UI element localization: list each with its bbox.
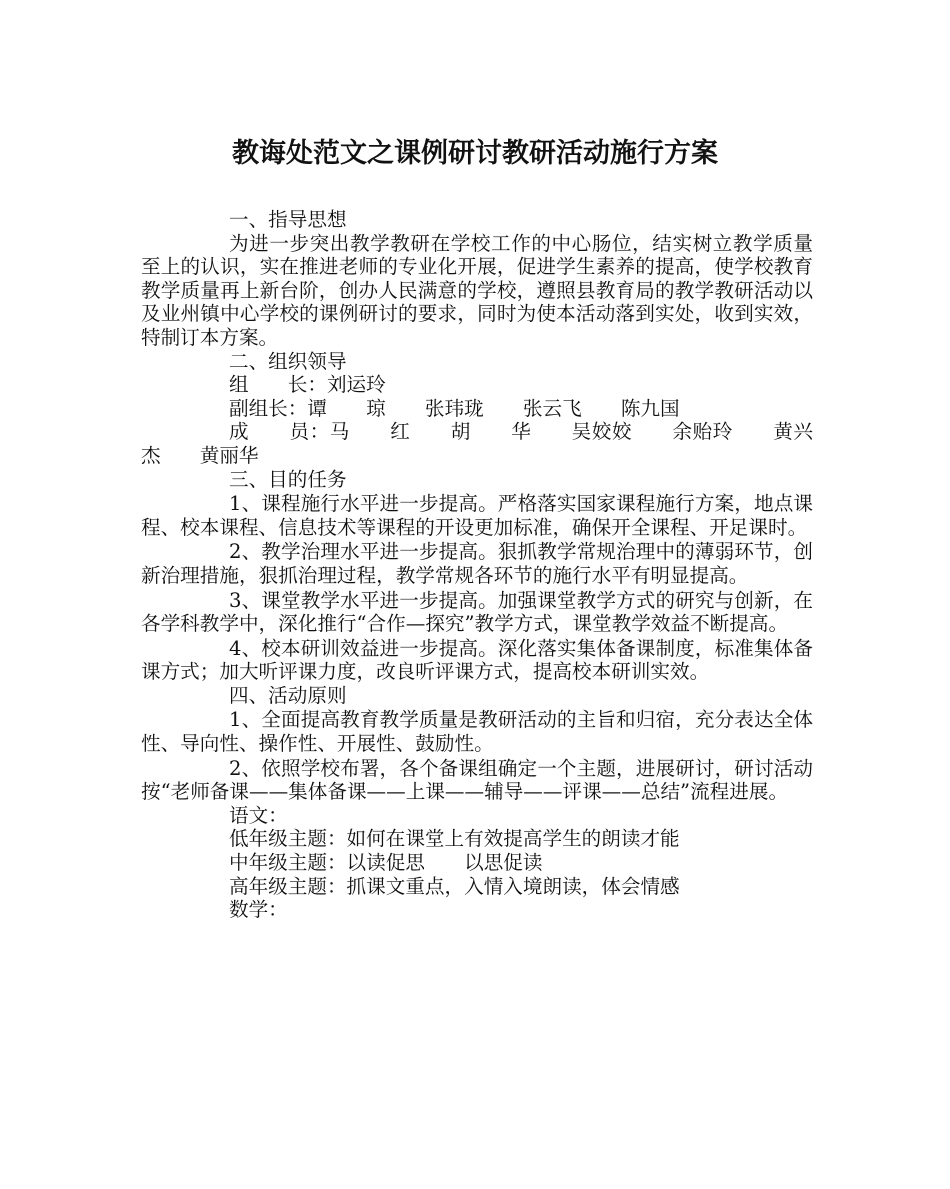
leader-line: 组 长：刘运玲 — [229, 373, 386, 397]
subject-chinese-label: 语文： — [229, 803, 288, 827]
section-heading-guiding-thought: 一、指导思想 — [229, 208, 347, 231]
goal-item-1: 1、课程施行水平进一步提高。严格落实国家课程施行方案，地点课程、校本课程、信息技术等课程的开设更加标准，确保开全课程、开足课时。 — [141, 492, 813, 539]
chinese-high-grade-topic: 高年级主题：抓课文重点，入情入境朗读，体会情感 — [229, 874, 680, 898]
members-line: 成 员：马 红 胡 华 吴姣姣 余贻玲 黄兴杰 黄丽华 — [141, 420, 813, 467]
goal-item-2: 2、教学治理水平进一步提高。狠抓教学常规治理中的薄弱环节，创新治理措施，狠抓治理过程，教学常规各环节的施行水平有明显提高。 — [141, 540, 813, 587]
principle-item-2: 2、依照学校布署，各个备课组确定一个主题，进展研讨，研讨活动按“老师备课——集体备课——上课——辅导——评课——总结”流程进展。 — [141, 756, 813, 804]
subject-math-label: 数学： — [229, 898, 288, 922]
section-heading-goals: 三、目的任务 — [229, 467, 347, 491]
goal-item-4: 4、校本研训效益进一步提高。深化落实集体备课制度，标准集体备课方式；加大听评课力度，改良听评课方式，提高校本研训实效。 — [141, 636, 813, 684]
chinese-mid-grade-topic: 中年级主题：以读促思 以思促读 — [229, 851, 543, 875]
section-heading-organization: 二、组织领导 — [229, 349, 347, 373]
chinese-low-grade-topic: 低年级主题：如何在课堂上有效提高学生的朗读才能 — [229, 827, 680, 851]
paragraph-guiding-thought: 为进一步突出教学教研在学校工作的中心肠位，结实树立教学质量至上的认识，实在推进老师的专业化开展，促进学生素养的提高，使学校教育教学质量再上新台阶，创办人民满意的学校，遵照县教育局的教学教研活动以及业州镇中心学校的课例研讨的要求，同时为使本活动落到实处，收到实效，特制订本方案。 — [141, 231, 813, 349]
deputy-leader-line: 副组长：谭 琼 张玮珑 张云飞 陈九国 — [229, 396, 680, 420]
document-body — [141, 208, 813, 922]
principle-item-1: 1、全面提高教育教学质量是教研活动的主旨和归宿，充分表达全体性、导向性、操作性、开展性、鼓励性。 — [141, 708, 813, 756]
goal-item-3: 3、课堂教学水平进一步提高。加强课堂教学方式的研究与创新，在各学科教学中，深化推行“合作—探究”教学方式，课堂教学效益不断提高。 — [141, 588, 813, 636]
document-title: 教诲处范文之课例研讨教研活动施行方案 — [232, 138, 718, 169]
section-heading-principles: 四、活动原则 — [229, 683, 347, 707]
